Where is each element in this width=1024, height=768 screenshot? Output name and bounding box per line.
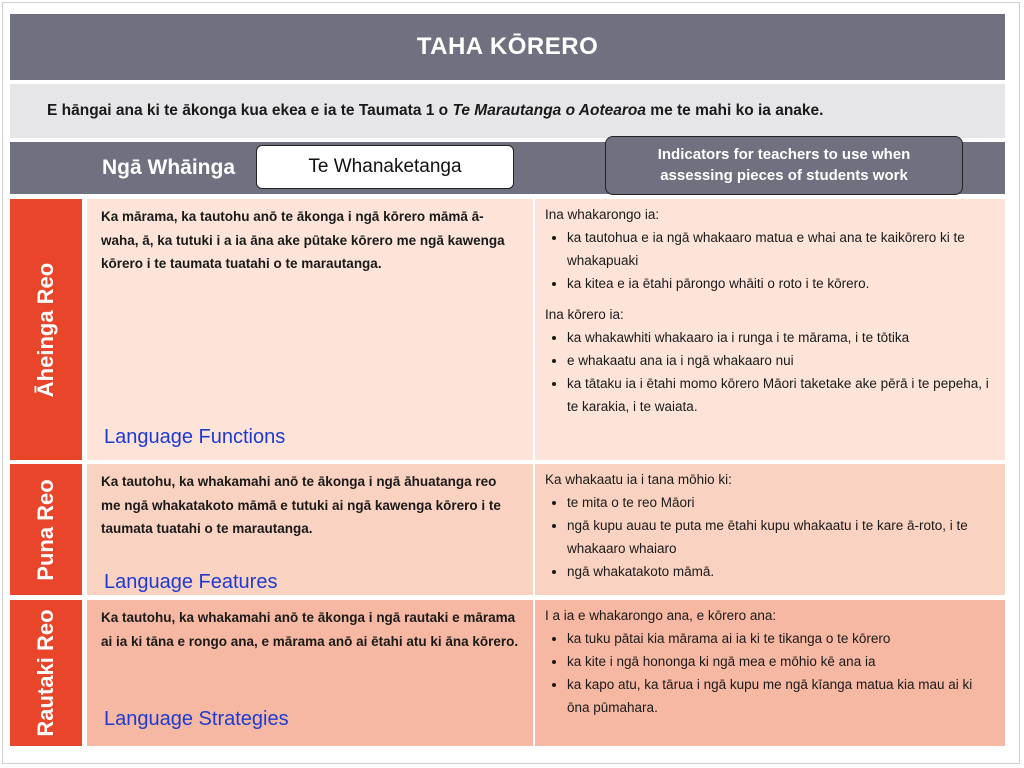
list-item: • ka kitea e ia ētahi pārongo whāiti o roto i te kōrero. — [567, 272, 995, 295]
indicator-list — [545, 326, 995, 418]
page-subtitle — [10, 84, 1005, 138]
indicator-heading: Ina whakarongo ia: — [545, 207, 660, 222]
page-title: TAHA KŌRERO — [10, 14, 1005, 80]
side-label: Puna Reo — [33, 478, 58, 581]
indicator-cell-puna — [535, 464, 1005, 595]
callout-indicators — [605, 136, 963, 195]
subtitle-end: me te mahi ko ia anake. — [650, 102, 824, 119]
goal-text: Ka mārama, ka tautohu anō te ākonga i ngā kōrero māmā ā-waha, ā, ka tutuki i a ia āna ake pūtake kōrero me ngā kawenga kōrero i te taumata tuatahi o te marautanga. — [101, 209, 505, 271]
indicator-cell-aheinga — [535, 199, 1005, 460]
row-side-aheinga — [10, 199, 82, 460]
list-item: • te mita o te reo Māori — [567, 491, 995, 514]
subtitle-start: E hāngai ana ki te ākonga kua ekea e ia te Taumata 1 o — [47, 102, 449, 119]
callout-indicators-line2: assessing pieces of students work — [660, 166, 908, 184]
list-item: • ngā whakatakoto māmā. — [567, 560, 995, 583]
indicator-cell-rautaki — [535, 600, 1005, 746]
indicator-list — [545, 627, 995, 719]
side-label: Āheinga Reo — [33, 262, 58, 397]
goal-cell-aheinga — [87, 199, 533, 460]
indicator-list — [545, 491, 995, 583]
callout-indicators-line1: Indicators for teachers to use when — [657, 146, 911, 164]
indicator-heading: Ina kōrero ia: — [545, 307, 624, 322]
list-item: • ka tautohua e ia ngā whakaaro matua e whai ana te kaikōrero ki te whakapuaki — [567, 226, 995, 272]
indicator-heading: Ka whakaatu ia i tana mōhio ki: — [545, 472, 732, 487]
list-item: • ka tuku pātai kia mārama ai ia ki te tikanga o te kōrero — [567, 627, 995, 650]
goal-text: Ka tautohu, ka whakamahi anō te ākonga i ngā āhuatanga reo me ngā whakatakoto māmā e tutuki ai ngā kawenga kōrero i te taumata tuatahi o te marautanga. — [101, 474, 501, 536]
row-side-rautaki — [10, 600, 82, 746]
list-item: • ka tātaku ia i ētahi momo kōrero Māori taketake ake pērā i te pepeha, i te karakia, i te waiata. — [567, 372, 995, 418]
label-language-strategies: Language Strategies — [104, 708, 289, 730]
list-item: • ka whakawhiti whakaaro ia i runga i te mārama, i te tōtika — [567, 326, 995, 349]
label-language-functions: Language Functions — [104, 426, 286, 448]
indicator-list — [545, 226, 995, 295]
subtitle-italic: Te Marautanga o Aotearoa — [452, 102, 646, 119]
label-language-features: Language Features — [104, 571, 278, 593]
column-header-goals: Ngā Whāinga — [102, 156, 236, 179]
list-item: • ka kite i ngā hononga ki ngā mea e mōhio kē ana ia — [567, 650, 995, 673]
list-item: • ngā kupu auau te puta me ētahi kupu whakaatu i te kare ā-roto, i te whakaaro whaiaro — [567, 514, 995, 560]
list-item: • ka kapo atu, ka tārua i ngā kupu me ngā kīanga matua kia mau ai ki ōna pūmahara. — [567, 673, 995, 719]
side-label: Rautaki Reo — [33, 609, 58, 737]
callout-whanaketanga: Te Whanaketanga — [256, 145, 514, 189]
row-side-puna — [10, 464, 82, 595]
list-item: • e whakaatu ana ia i ngā whakaaro nui — [567, 349, 995, 372]
indicator-heading: I a ia e whakarongo ana, e kōrero ana: — [545, 608, 777, 623]
goal-text: Ka tautohu, ka whakamahi anō te ākonga i ngā rautaki e mārama ai ia ki tāna e rongo ana, e mārama anō ai ētahi atu ki āna kōrero. — [101, 610, 519, 649]
